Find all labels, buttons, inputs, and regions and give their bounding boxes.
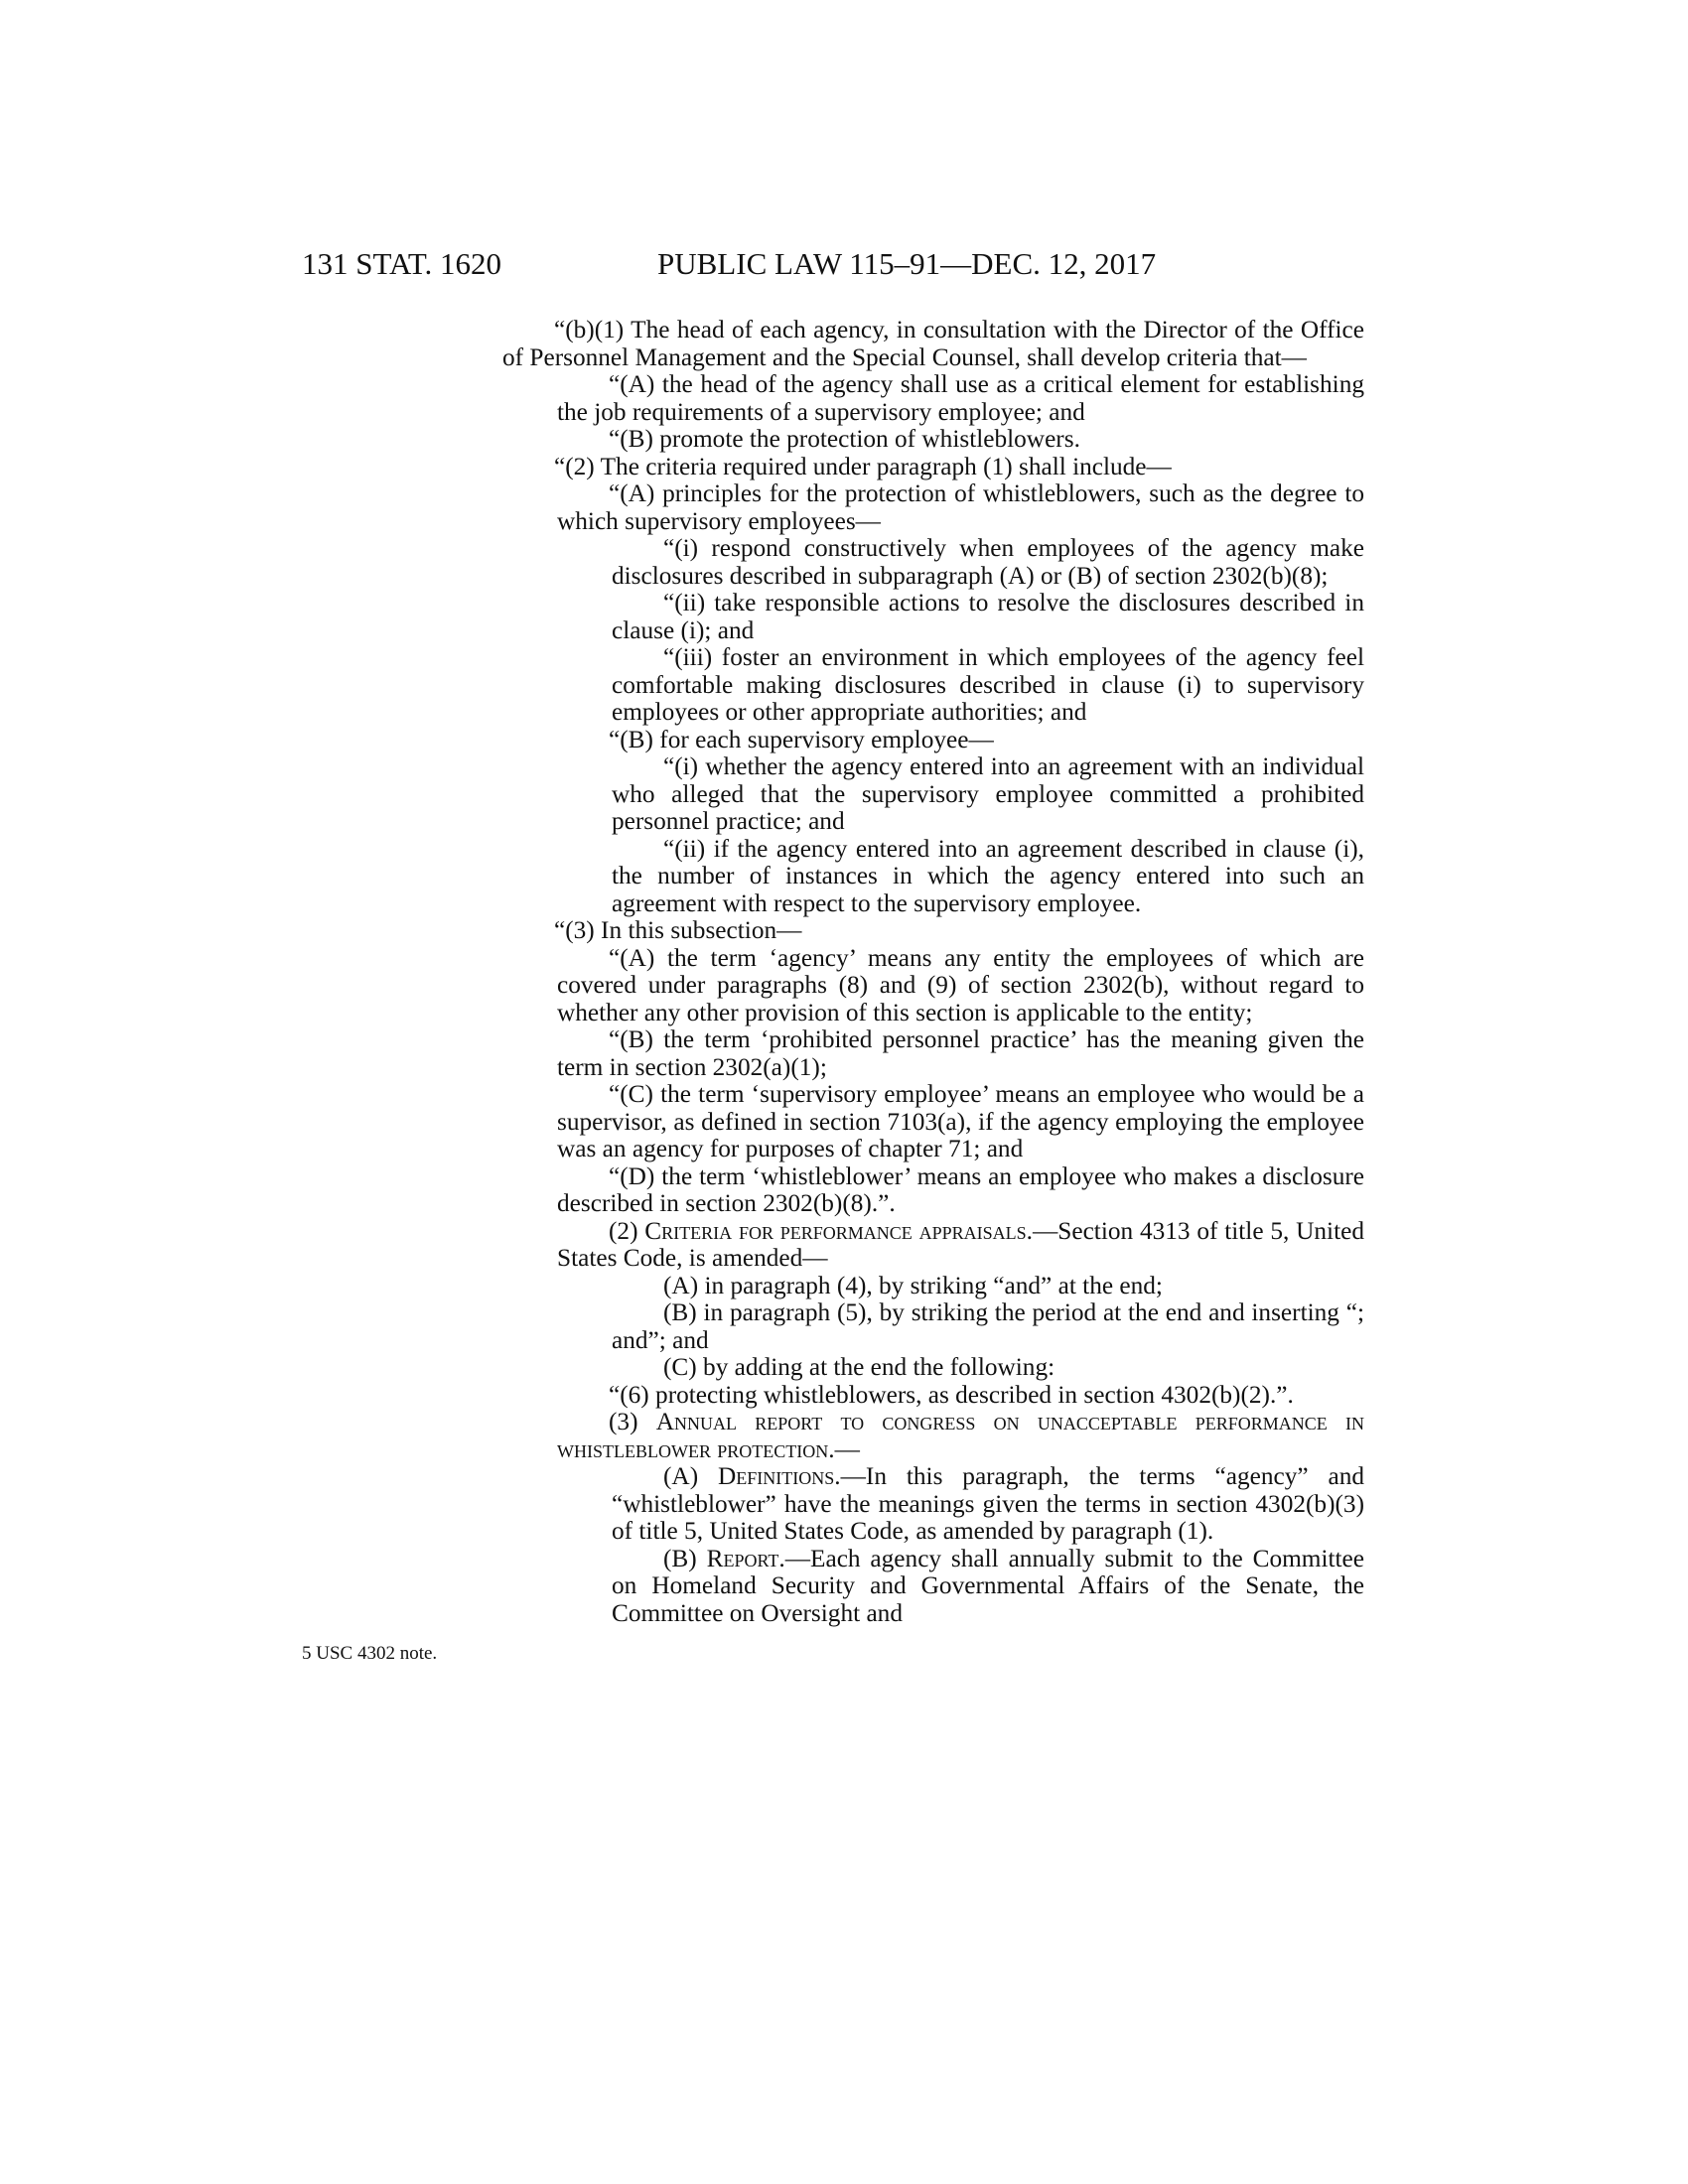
definitions-heading: Definitions. — [718, 1462, 841, 1490]
page-header — [0, 244, 1688, 284]
public-law-title: PUBLIC LAW 115–91—DEC. 12, 2017 — [657, 246, 1157, 281]
paragraph-b1: “(b)(1) The head of each agency, in consultation with the Director of the Office of Personnel Management and the Special Counsel, shall develop criteria that— — [502, 316, 1364, 371]
annual-report-number: (3) — [609, 1408, 656, 1435]
paragraph-2-A-i: “(i) respond constructively when employees of the agency make disclosures described in subparagraph (A) or (B) of section 2302(b)(8); — [612, 534, 1364, 590]
annual-report-heading: Annual report to congress on unacceptable performance in whistleblower protection. — [557, 1408, 1364, 1463]
criteria-C: (C) by adding at the end the following: — [663, 1353, 1055, 1381]
paragraph-2: “(2) The criteria required under paragraph (1) shall include— — [554, 452, 1172, 480]
paragraph-3-B: “(B) the term ‘prohibited personnel practice’ has the meaning given the term in section 2302(a)(1); — [557, 1025, 1364, 1081]
paragraph-2-A-iii: “(iii) foster an environment in which employees of the agency feel comfortable making disclosures described in clause (i) to supervisory employees or other appropriate authorities; and — [612, 643, 1364, 726]
paragraph-2-B-ii: “(ii) if the agency entered into an agreement described in clause (i), the number of instances in which the agency entered into such an agreement with respect to the supervisory employee. — [612, 834, 1364, 917]
definitions-text: —In this paragraph, the terms “agency” and “whistleblower” have the meanings given the terms in section 4302(b)(3) of title 5, United States Code, as amended by paragraph (1). — [612, 1462, 1365, 1545]
paragraph-3: “(3) In this subsection— — [554, 916, 802, 944]
margin-citation-note: 5 USC 4302 note. — [302, 1643, 438, 1664]
paragraph-b1-B: “(B) promote the protection of whistleblowers. — [609, 425, 1080, 453]
report-text: —Each agency shall annually submit to the Committee on Homeland Security and Governmental Affairs of the Senate, the Committee on Oversight and — [612, 1544, 1364, 1627]
criteria-6: “(6) protecting whistleblowers, as described in section 4302(b)(2).”. — [609, 1380, 1294, 1409]
paragraph-2-A: “(A) principles for the protection of whistleblowers, such as the degree to which supervisory employees— — [557, 479, 1364, 535]
annual-report-dash: — — [834, 1434, 860, 1463]
paragraph-3-D: “(D) the term ‘whistleblower’ means an employee who makes a disclosure described in section 2302(b)(8).”. — [557, 1161, 1364, 1217]
criteria-B: (B) in paragraph (5), by striking the period at the end and inserting “; and”; and — [612, 1298, 1364, 1354]
paragraph-3-C: “(C) the term ‘supervisory employee’ means an employee who would be a supervisor, as defined in section 7103(a), if the agency employing the employee was an agency for purposes of chapter 71; and — [557, 1080, 1364, 1162]
criteria-heading: Criteria for performance appraisals. — [644, 1216, 1033, 1245]
report-number: (B) — [663, 1544, 707, 1572]
paragraph-2-A-ii: “(ii) take responsible actions to resolve the disclosures described in clause (i); and — [612, 589, 1364, 644]
statute-body — [502, 317, 1364, 1627]
paragraph-2-B: “(B) for each supervisory employee— — [609, 725, 994, 753]
paragraph-2-B-i: “(i) whether the agency entered into an agreement with an individual who alleged that the supervisory employee committed a prohibited personnel practice; and — [612, 752, 1364, 835]
definitions-number: (A) — [663, 1462, 719, 1490]
criteria-number: (2) — [609, 1216, 645, 1245]
statute-page-reference: 131 STAT. 1620 — [302, 246, 502, 281]
paragraph-3-A: “(A) the term ‘agency’ means any entity the employees of which are covered under paragraphs (8) and (9) of section 2302(b), without regard to whether any other provision of this section is applicable to the entity; — [557, 943, 1364, 1026]
report-heading: Report. — [706, 1544, 785, 1572]
report-paragraph — [502, 1546, 1364, 1628]
paragraph-b1-A: “(A) the head of the agency shall use as a critical element for establishing the job requirements of a supervisory employee; and — [557, 370, 1364, 426]
criteria-text: —Section 4313 of title 5, United States Code, is amended— — [557, 1216, 1364, 1272]
criteria-section — [502, 1218, 1364, 1273]
definitions-paragraph — [502, 1463, 1364, 1546]
annual-report-section — [502, 1409, 1364, 1463]
criteria-A: (A) in paragraph (4), by striking “and” at the end; — [663, 1271, 1163, 1299]
